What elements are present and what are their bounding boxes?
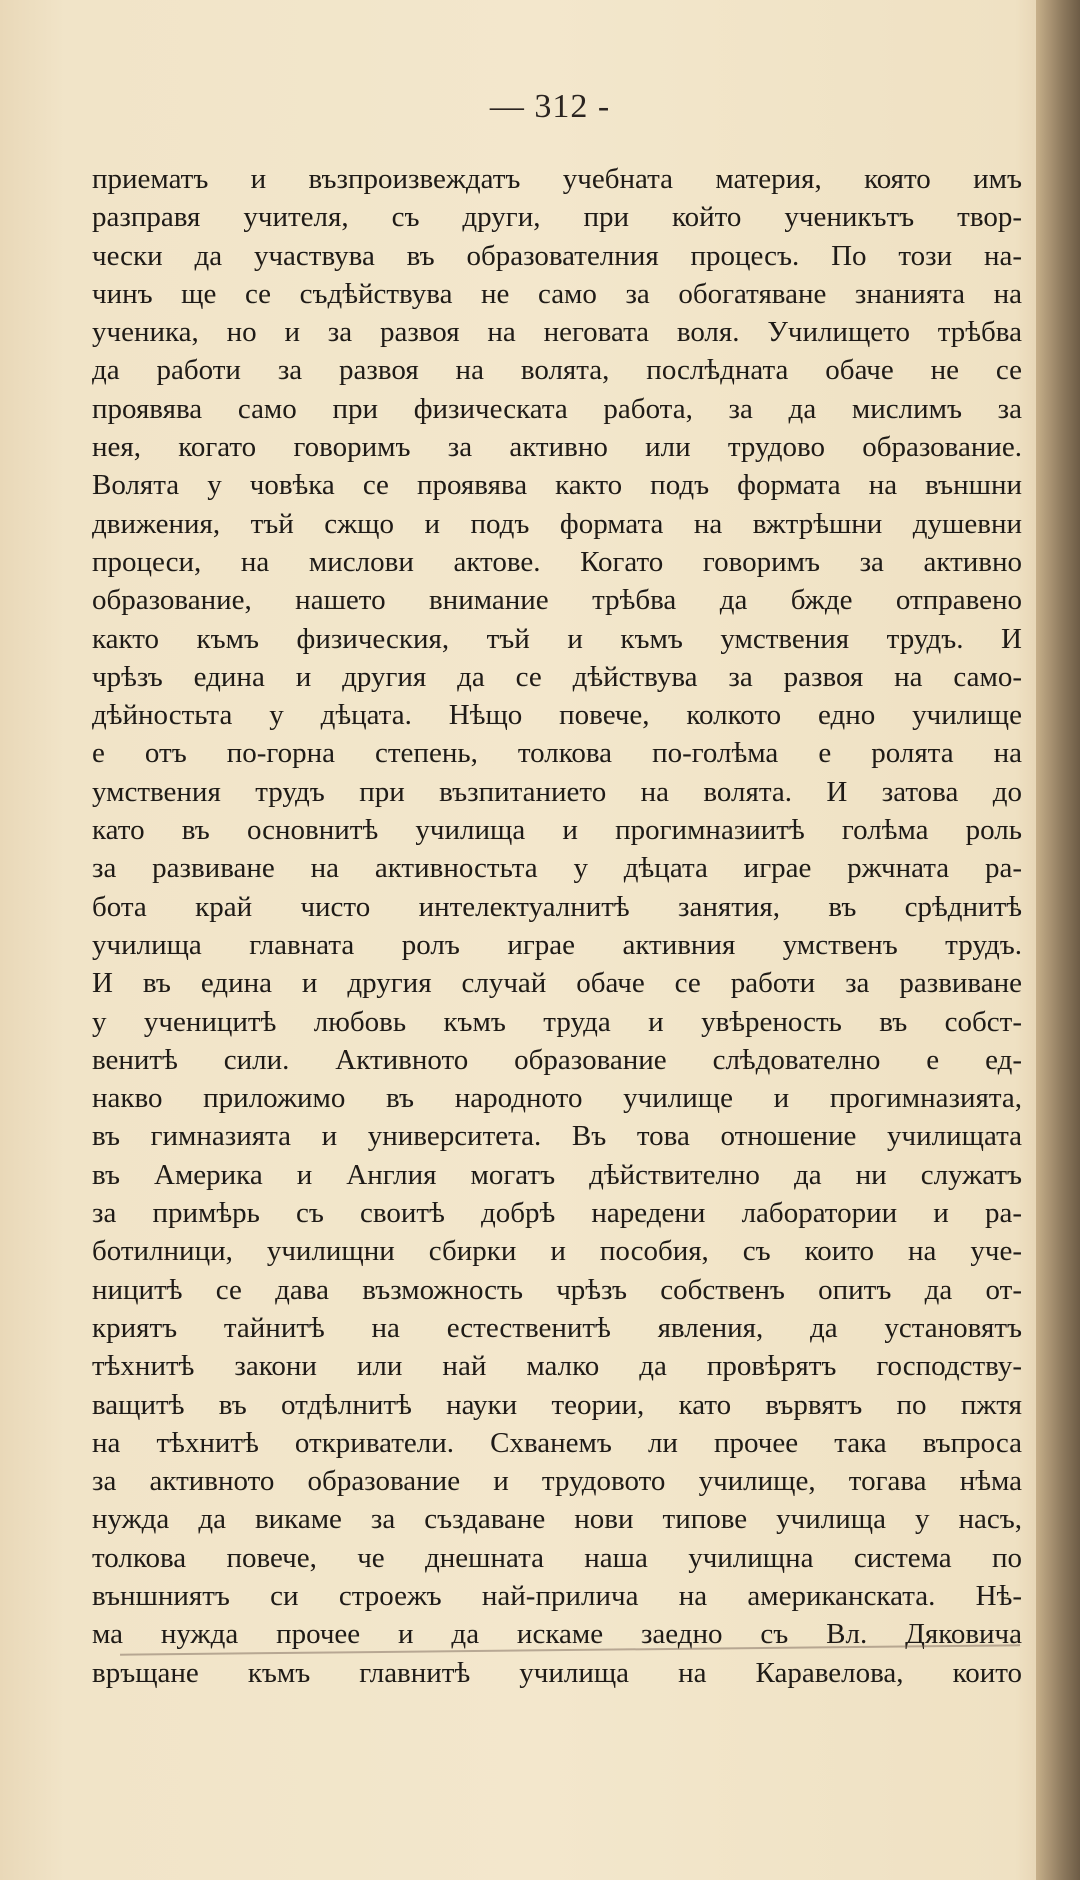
book-spine-edge (1036, 0, 1080, 1880)
text-line: проявява само при физическата работа, за да мислимъ за (92, 392, 1022, 425)
text-line: ученика, но и за развоя на неговата воля. Училището трѣбва (92, 316, 1022, 349)
text-line: тѣхнитѣ закони или най малко да провѣрятъ господству- (92, 1350, 1022, 1383)
text-line: въ Америка и Англия могатъ дѣйствително да ни служатъ (92, 1158, 1022, 1191)
text-line: у ученицитѣ любовь къмъ труда и увѣреность въ собст- (92, 1005, 1022, 1038)
text-line: дѣйностьта у дѣцата. Нѣщо повече, колкото едно училище (92, 699, 1022, 732)
text-line: като въ основнитѣ училища и прогимназиитѣ голѣма роль (92, 814, 1022, 847)
text-line: е отъ по-горна степень, толкова по-голѣма е ролята на (92, 737, 1022, 770)
text-line: чрѣзъ единa и другия да се дѣйствува за развоя на само- (92, 660, 1022, 693)
text-line: както къмъ физическия, тъй и къмъ умствения трудъ. И (92, 622, 1022, 655)
text-line: външниятъ си строежъ най-прилича на американската. Нѣ- (92, 1579, 1022, 1612)
text-line: нея, когато говоримъ за активно или трудово образование. (92, 431, 1022, 464)
page-number: — 312 - (489, 88, 611, 125)
text-line: чески да участвува въ образователния процесъ. По този на- (92, 239, 1022, 272)
text-line: за примѣрь съ своитѣ добрѣ наредени лаборатории и ра- (92, 1197, 1022, 1230)
text-line: Волята у човѣка се проявява както подъ формата на външни (92, 469, 1022, 502)
text-line: за активното образование и трудовото училище, тогава нѣма (92, 1465, 1022, 1498)
text-line: криятъ тайнитѣ на естественитѣ явления, да установятъ (92, 1311, 1022, 1344)
text-line: разправя учителя, съ други, при който ученикътъ твор- (92, 201, 1022, 234)
text-line: образование, нашето внимание трѣбва да бжде отправено (92, 584, 1022, 617)
text-line: връщане къмъ главнитѣ училища на Каравелова, които (92, 1656, 1022, 1689)
text-line: на тѣхнитѣ откриватели. Схванемъ ли прочее така въпроса (92, 1426, 1022, 1459)
text-line: накво приложимо въ народното училище и прогимназията, (92, 1082, 1022, 1115)
text-line: процеси, на мислови актове. Когато говоримъ за активно (92, 545, 1022, 578)
book-page (70, 0, 1030, 1880)
text-line: ващитѣ въ отдѣлнитѣ науки теории, като вървятъ по пжтя (92, 1388, 1022, 1421)
text-line: ницитѣ се дава възможность чрѣзъ собственъ опитъ да от- (92, 1273, 1022, 1306)
body-text (92, 160, 1022, 1692)
text-line: нужда да викаме за създаване нови типове училища у насъ, (92, 1503, 1022, 1536)
text-line: ботилници, училищни сбирки и пособия, съ които на уче- (92, 1235, 1022, 1268)
text-line: за развиване на активностьта у дѣцата играе ржчната ра- (92, 852, 1022, 885)
text-line: ма нужда прочее и да искаме заедно съ Вл. Дяковича (92, 1618, 1022, 1651)
text-line: да работи за развоя на волята, послѣдната обаче не се (92, 354, 1022, 387)
text-line: въ гимназията и университета. Въ това отношение училищата (92, 1120, 1022, 1153)
text-line: чинъ ще се съдѣйствува не само за обогатяване знанията на (92, 277, 1022, 310)
text-line: умствения трудъ при възпитанието на волята. И затова до (92, 775, 1022, 808)
text-line: училища главната ролъ играе активния умственъ трудъ. (92, 928, 1022, 961)
text-line: приематъ и възпроизвеждатъ учебната материя, която имъ (92, 163, 1022, 195)
text-line: толкова повече, че днешната наша училищна система по (92, 1541, 1022, 1574)
text-line: И въ единa и другия случай обаче се работи за развиване (92, 967, 1022, 1000)
text-line: бота край чисто интелектуалнитѣ занятия, въ срѣднитѣ (92, 890, 1022, 923)
text-line: венитѣ сили. Активното образование слѣдователно е ед- (92, 1043, 1022, 1076)
text-line: движения, тъй сжщо и подъ формата на вжтрѣшни душевни (92, 507, 1022, 540)
